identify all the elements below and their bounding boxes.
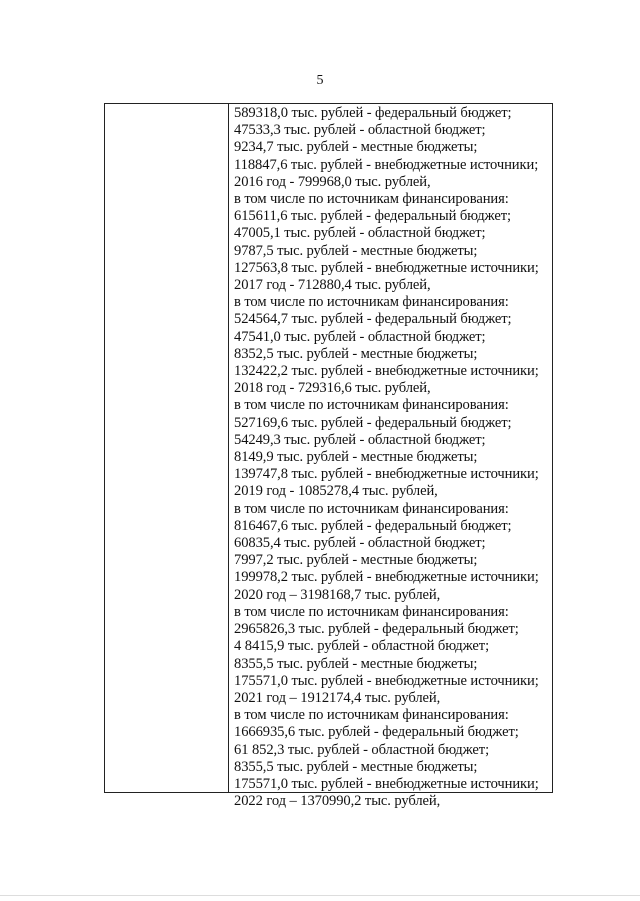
text-line: 139747,8 тыс. рублей - внебюджетные источники; [234,466,539,483]
page-bottom-rule [0,895,640,896]
text-line: 1666935,6 тыс. рублей - федеральный бюджет; [234,724,519,741]
text-line: 47005,1 тыс. рублей - областной бюджет; [234,225,486,242]
text-line: 9787,5 тыс. рублей - местные бюджеты; [234,242,478,259]
text-line: 132422,2 тыс. рублей - внебюджетные источники; [234,363,539,380]
text-line: 199978,2 тыс. рублей - внебюджетные источники; [234,569,539,586]
text-line: в том числе по источникам финансирования: [234,603,509,620]
page-number: 5 [316,73,324,88]
text-line: 2018 год - 729316,6 тыс. рублей, [234,380,431,397]
text-line: 2017 год - 712880,4 тыс. рублей, [234,277,431,294]
text-line: 816467,6 тыс. рублей - федеральный бюджет; [234,517,512,534]
text-line: 2022 год – 1370990,2 тыс. рублей, [234,793,441,810]
text-line: 615611,6 тыс. рублей - федеральный бюджет; [234,208,511,225]
text-line: 9234,7 тыс. рублей - местные бюджеты; [234,139,478,156]
text-line: 2016 год - 799968,0 тыс. рублей, [234,173,431,190]
text-line: 527169,6 тыс. рублей - федеральный бюджет; [234,414,512,431]
text-line: 54249,3 тыс. рублей - областной бюджет; [234,431,486,448]
text-line: 47541,0 тыс. рублей - областной бюджет; [234,328,486,345]
text-line: 118847,6 тыс. рублей - внебюджетные источники; [234,156,539,173]
table-left-cell [105,104,229,792]
text-line: в том числе по источникам финансирования: [234,191,509,208]
text-line: 61 852,3 тыс. рублей - областной бюджет; [234,741,490,758]
text-line: 175571,0 тыс. рублей - внебюджетные источники; [234,775,539,792]
text-line: 2021 год – 1912174,4 тыс. рублей, [234,689,441,706]
text-line: 7997,2 тыс. рублей - местные бюджеты; [234,552,478,569]
text-line: 60835,4 тыс. рублей - областной бюджет; [234,535,486,552]
budget-table [104,103,553,810]
text-line: 8352,5 тыс. рублей - местные бюджеты; [234,345,478,362]
text-line: 2019 год - 1085278,4 тыс. рублей, [234,483,438,500]
text-line: 175571,0 тыс. рублей - внебюджетные источники; [234,672,539,689]
text-line: 4 8415,9 тыс. рублей - областной бюджет; [234,638,490,655]
text-line: в том числе по источникам финансирования: [234,294,509,311]
text-line: 47533,3 тыс. рублей - областной бюджет; [234,122,486,139]
text-line: 8355,5 тыс. рублей - местные бюджеты; [234,655,478,672]
text-line: в том числе по источникам финансирования: [234,397,509,414]
table-right-cell [229,104,552,810]
text-line: 589318,0 тыс. рублей - федеральный бюджет; [234,105,512,121]
text-line: 2020 год – 3198168,7 тыс. рублей, [234,586,441,603]
text-line: 2965826,3 тыс. рублей - федеральный бюджет; [234,621,519,638]
text-line: в том числе по источникам финансирования: [234,500,509,517]
text-line: 8355,5 тыс. рублей - местные бюджеты; [234,758,478,775]
text-line: 127563,8 тыс. рублей - внебюджетные источники; [234,259,539,276]
text-line: в том числе по источникам финансирования: [234,707,509,724]
text-line: 524564,7 тыс. рублей - федеральный бюджет; [234,311,512,328]
text-line: 8149,9 тыс. рублей - местные бюджеты; [234,449,478,466]
